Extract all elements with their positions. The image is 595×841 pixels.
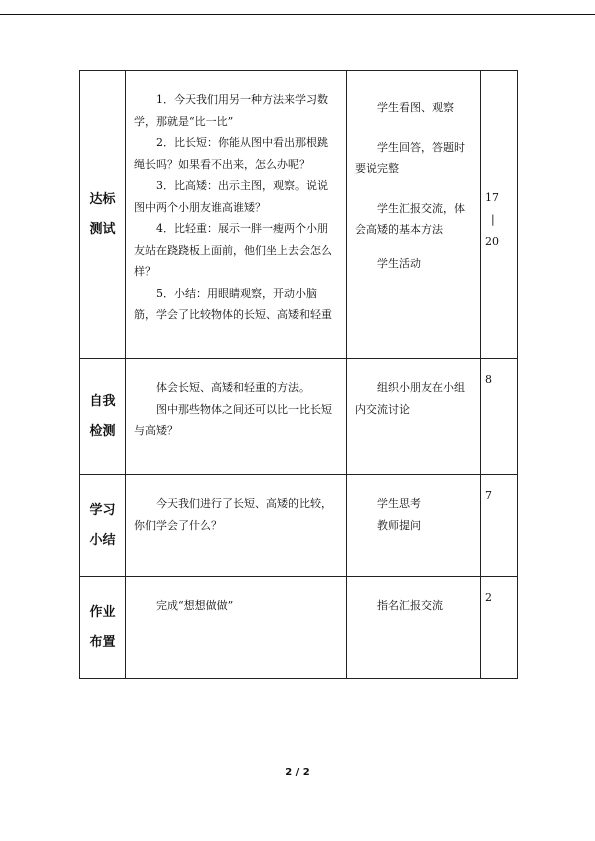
activity-cell <box>347 71 481 359</box>
activity-item: 学生看图、观察 <box>377 101 454 114</box>
activity-item: 组织小朋友在小组内交流讨论 <box>355 381 465 416</box>
activity-cell <box>347 577 481 679</box>
section-label: 作业 布置 <box>80 577 126 679</box>
activity-item: 学生思考 <box>377 497 421 510</box>
content-item: 1．今天我们用另一种方法来学习数学，那就是“比一比” <box>134 93 328 128</box>
table-row <box>80 475 518 577</box>
activity-item: 教师提问 <box>377 518 421 532</box>
content-cell <box>126 577 347 679</box>
time-cell: 7 <box>481 475 518 577</box>
table-row <box>80 71 518 359</box>
content-cell <box>126 71 347 359</box>
content-cell <box>126 475 347 577</box>
header-rule <box>0 14 595 15</box>
content-item: 完成“想想做做” <box>156 599 234 612</box>
activity-item: 学生回答，答题时要说完整 <box>355 140 465 175</box>
time-cell: 2 <box>481 577 518 679</box>
activity-item: 学生汇报交流，体会高矮的基本方法 <box>355 201 465 236</box>
content-item: 图中那些物体之间还可以比一比长短与高矮？ <box>134 402 332 437</box>
section-label: 学习 小结 <box>80 475 126 577</box>
content-item: 2．比长短：你能从图中看出那根跳绳长吗？如果看不出来，怎么办呢？ <box>134 136 328 171</box>
activity-cell <box>347 475 481 577</box>
section-label: 达标 测试 <box>80 71 126 359</box>
content-item: 体会长短、高矮和轻重的方法。 <box>156 381 310 394</box>
table-row <box>80 359 518 475</box>
activity-item: 指名汇报交流 <box>377 599 443 612</box>
content-item: 今天我们进行了长短、高矮的比较，你们学会了什么？ <box>134 497 332 532</box>
activity-item: 学生活动 <box>377 256 421 270</box>
time-cell: 17 | 20 <box>481 71 518 359</box>
time-cell: 8 <box>481 359 518 475</box>
content-item: 4．比轻重：展示一胖一瘦两个小朋友站在跷跷板上面前，他们坐上去会怎么样？ <box>134 222 332 278</box>
lesson-plan-table <box>79 70 518 679</box>
content-cell <box>126 359 347 475</box>
page-number: 2 / 2 <box>285 767 310 778</box>
activity-cell <box>347 359 481 475</box>
section-label: 自我 检测 <box>80 359 126 475</box>
content-item: 5．小结：用眼睛观察，开动小脑筋，学会了比较物体的长短、高矮和轻重 <box>134 286 332 321</box>
table-row <box>80 577 518 679</box>
content-item: 3．比高矮：出示主图，观察。说说图中两个小朋友谁高谁矮？ <box>134 179 328 214</box>
